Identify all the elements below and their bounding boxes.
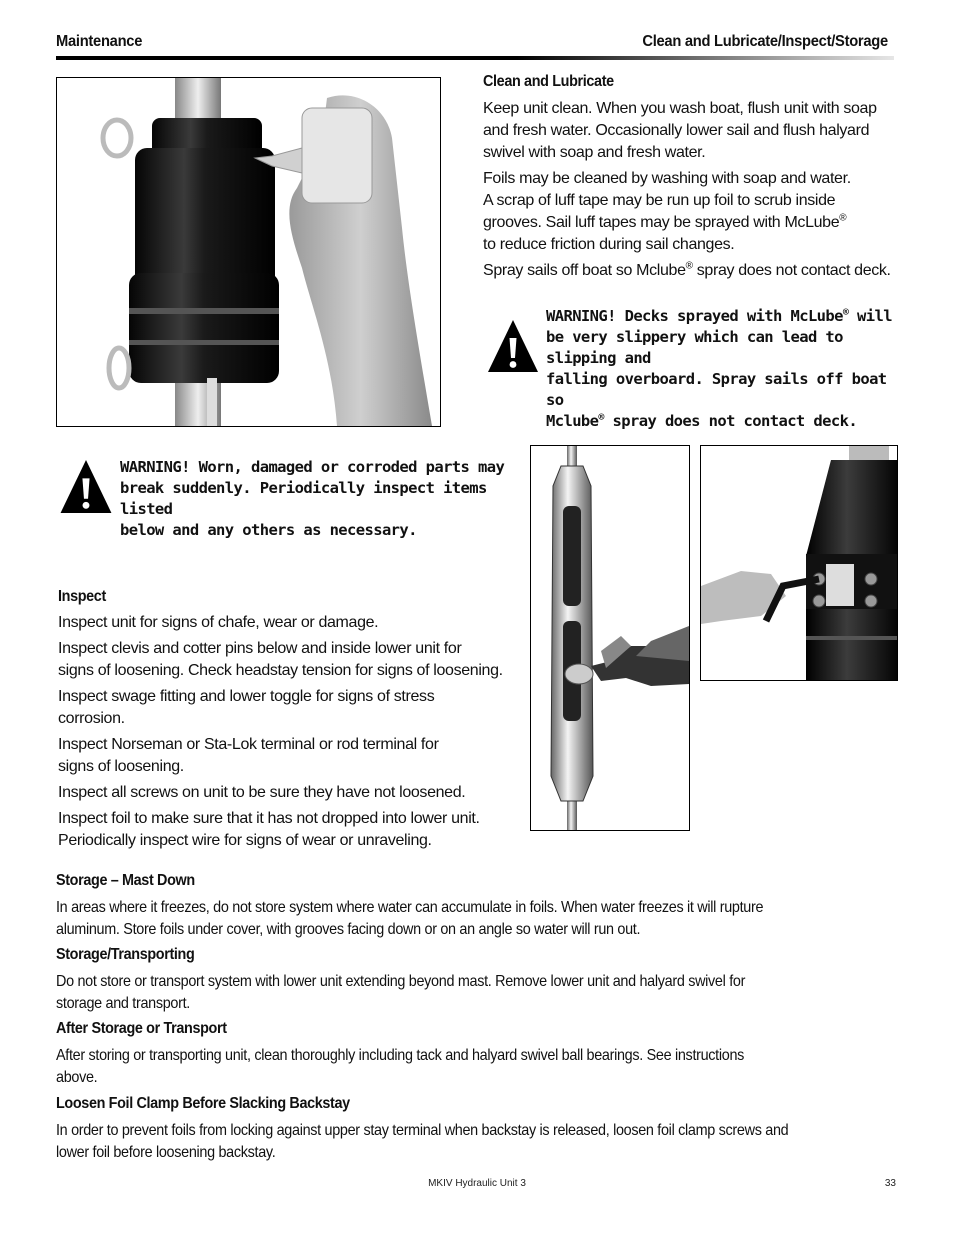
photo-lubricate [56,77,441,427]
storage-body: In areas where it freezes, do not store system where water can accumulate in foils. When water freezes it will rupture aluminum. Store foils under cover, with grooves facing down or on an angle so water will run out. [56,899,764,938]
header-section: Maintenance [56,33,143,50]
storage-title: Storage – Mast Down [56,872,195,889]
inspect-item: Inspect swage fitting and lower toggle for signs of stress [58,688,435,705]
footer-doc-title: MKIV Hydraulic Unit 3 [428,1178,526,1189]
transport-body: Do not store or transport system with lower unit extending beyond mast. Remove lower unit and halyard swivel for storage and transport. [56,973,746,1012]
inspect-item: Inspect clevis and cotter pins below and inside lower unit for [58,640,462,657]
clean-paragraph-2: Foils may be cleaned by washing with soap and water. A scrap of luff tape may be run up foil to scrub inside grooves. Sail luff tapes may be sprayed with McLube® to reduce friction during sail changes. [483,170,851,253]
foil-clamp-title: Loosen Foil Clamp Before Slacking Backstay [56,1095,350,1112]
photo-allen-key [700,445,898,681]
clean-paragraph-3: Spray sails off boat so Mclube® spray does not contact deck. [483,260,891,279]
warning-icon [58,458,114,515]
after-storage-title: After Storage or Transport [56,1020,227,1037]
foil-clamp-body: In order to prevent foils from locking against upper stay terminal when backstay is released, loosen foil clamp screws and lower foil before loosening backstay. [56,1122,789,1161]
clean-title: Clean and Lubricate [483,73,614,90]
after-storage-body: After storing or transporting unit, clean thoroughly including tack and halyard swivel ball bearings. See instructions above. [56,1047,745,1086]
inspect-item: Inspect unit for signs of chafe, wear or damage. [58,614,379,631]
inspect-list: Inspect unit for signs of chafe, wear or damage. Inspect clevis and cotter pins below and inside lower unit for signs of loosening. Check headstay tension for signs of loosening. Inspect swage fitting and lower toggle for signs of stress corrosion. Inspect Norseman or Sta-Lok terminal or rod terminal for signs of loosening. Inspect all screws on unit to be sure they have not loosened. Inspect foil to make sure that it has not dropped into lower unit. Periodically inspect wire for signs of wear or unraveling. [58,612,528,852]
warning-worn-parts: WARNING! Worn, damaged or corroded parts may break suddenly. Periodically inspect items listed below and any others as necessary. [120,458,505,539]
warning-mclube: WARNING! Decks sprayed with McLube® will be very slippery which can lead to slipping and falling overboard. Spray sails off boat so Mclube® spray does not contact deck. [546,306,892,430]
header-rule [56,56,894,60]
inspect-title: Inspect [58,588,106,605]
transport-title: Storage/Transporting [56,946,195,963]
clean-paragraph-1: Keep unit clean. When you wash boat, flush unit with soap and fresh water. Occasionally lower sail and flush halyard swivel with soap and fresh water. [483,100,877,161]
inspect-item: Inspect Norseman or Sta-Lok terminal or rod terminal for [58,736,439,753]
page-number: 33 [884,1178,896,1189]
inspect-item: Inspect all screws on unit to be sure they have not loosened. [58,784,466,801]
warning-icon [486,318,540,374]
inspect-item: Inspect foil to make sure that it has not dropped into lower unit. [58,810,480,827]
photo-turnbuckle [530,445,690,831]
header-topic: Clean and Lubricate/Inspect/Storage [642,33,888,50]
